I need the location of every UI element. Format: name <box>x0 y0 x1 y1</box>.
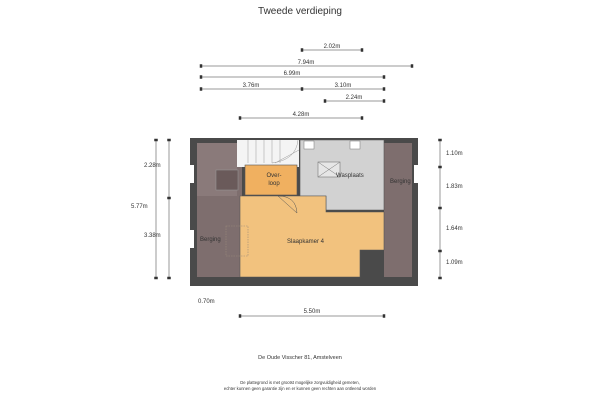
dim-right-4: 1.09m <box>446 260 463 266</box>
dim-top-5: 2.24m <box>345 95 363 101</box>
dimension-lines-left <box>155 139 171 279</box>
room-label-wasplaats: Wasplaats <box>336 173 364 179</box>
dim-note: 0.70m <box>198 299 215 305</box>
room-label-overloop <box>262 172 286 188</box>
page-title: Tweede verdieping <box>258 6 342 17</box>
disclaimer-line-2: echter kunnen geen garantie zijn en er kunnen geen rechten aan ontleend worden <box>223 386 377 391</box>
room-label-overloop-2: loop <box>268 181 280 187</box>
room-label-berging-left: Berging <box>200 237 221 243</box>
dim-top-3: 6.99m <box>283 71 301 77</box>
dim-bottom: 5.50m <box>303 309 321 315</box>
dim-top-6: 4.28m <box>292 112 310 118</box>
disclaimer-line-1: De plattegrond is met grootst mogelijke zorgvuldigheid gemeten, <box>240 380 360 385</box>
dim-left-total: 5.77m <box>131 204 148 210</box>
dim-right-1: 1.10m <box>446 151 463 157</box>
room-label-berging-right: Berging <box>390 179 411 185</box>
address: De Oude Visscher 81, Amstelveen <box>258 355 342 361</box>
room-label-overloop-1: Over- <box>266 173 282 179</box>
dim-top-4a: 3.76m <box>242 83 260 89</box>
room-label-slaapkamer: Slaapkamer 4 <box>287 239 325 245</box>
dim-top-1: 2.02m <box>323 44 341 50</box>
dim-right-3: 1.64m <box>446 226 463 232</box>
dim-top-4b: 3.10m <box>334 83 352 89</box>
dim-right-2: 1.83m <box>446 184 463 190</box>
dimension-lines-right <box>439 139 442 279</box>
dim-top-2: 7.94m <box>297 60 315 66</box>
stairwell <box>237 140 299 167</box>
dim-left-lower: 3.38m <box>144 233 161 239</box>
dim-left-upper: 2.28m <box>144 163 161 169</box>
disclaimer <box>0 380 600 392</box>
